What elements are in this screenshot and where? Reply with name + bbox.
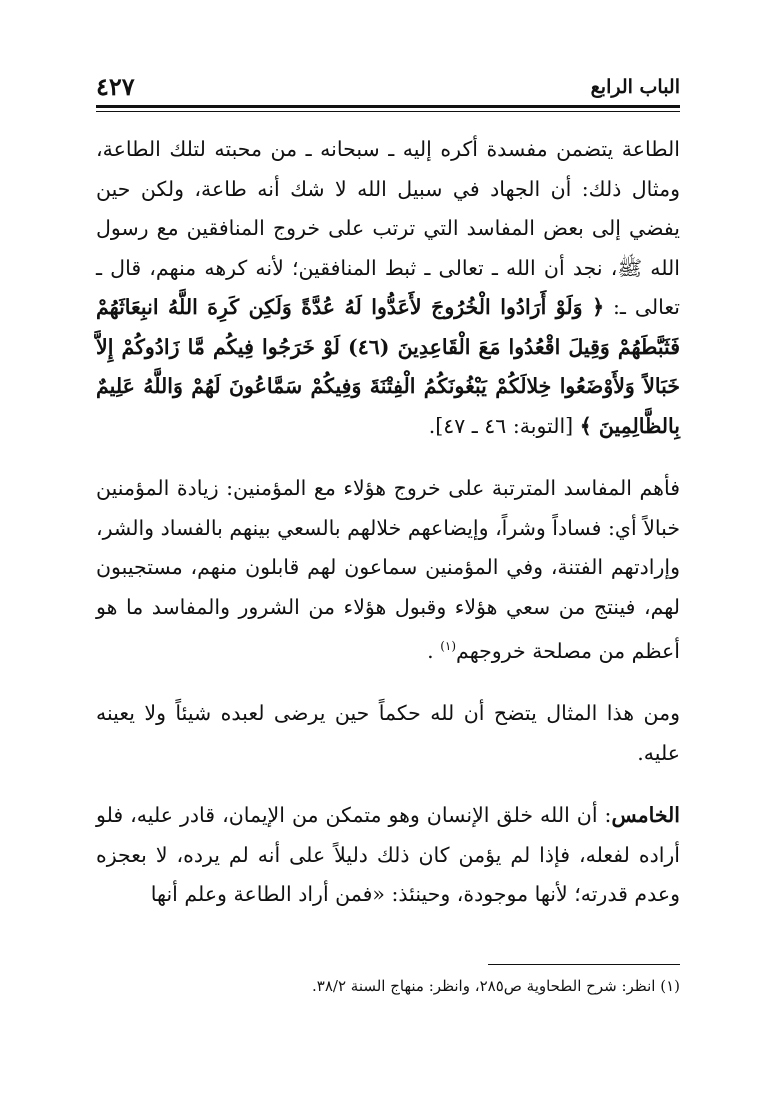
footnote: (١) انظر: شرح الطحاوية ص٢٨٥، وانظر: منهاج السنة ٣٨/٢. [312, 977, 680, 995]
paragraph-2-text: فأهم المفاسد المترتبة على خروج هؤلاء مع المؤمنين: زيادة المؤمنين خبالاً أي: فساداً وشراً، وإيضاعهم خلالهم بالسعي بينهم بالفساد والشر، وإرادتهم الفتنة، وفي المؤمنين سماعون لهم قابلون منهم، مستجيبون لهم، فينتج من سعي هؤلاء وقبول هؤلاء من الشرور والمفاسد ما هو أعظم من مصلحة خروجهم [96, 476, 680, 663]
paragraph-4 [96, 796, 680, 915]
paragraph-1 [96, 130, 680, 446]
page-number: ٤٢٧ [96, 72, 135, 101]
quran-verse: ﴿ وَلَوْ أَرَادُوا الْخُرُوجَ لأَعَدُّوا لَهُ عُدَّةً وَلَكِن كَرِهَ اللَّهُ انبِعَاثَهُمْ فَثَبَّطَهُمْ وَقِيلَ اقْعُدُوا مَعَ الْقَاعِدِينَ (٤٦) لَوْ خَرَجُوا فِيكُم مَّا زَادُوكُمْ إِلاَّ خَبَالاً وَلأَوْضَعُوا خِلالَكُمْ يَبْغُونَكُمُ الْفِتْنَةَ وَفِيكُمْ سَمَّاعُونَ لَهُمْ وَاللَّهُ عَلِيمٌ بِالظَّالِمِينَ ﴾ [96, 295, 680, 438]
footnote-separator [488, 964, 680, 965]
verse-citation: [التوبة: ٤٦ ـ ٤٧]. [428, 413, 580, 438]
chapter-title: الباب الرابع [590, 76, 680, 98]
header-rule-thin [96, 111, 680, 112]
footnote-marker[interactable]: (١) [440, 639, 457, 653]
header-rule-thick [96, 105, 680, 108]
paragraph-2-end: . [427, 638, 441, 663]
section-lead: الخامس [611, 803, 680, 828]
paragraph-4-text: : أن الله خلق الإنسان وهو متمكن من الإيمان، قادر عليه، فلو أراده لفعله، فإذا لم يؤمن كان ذلك دليلاً على أنه لم يرده، لا بعجزه وعدم قدرته؛ لأنها موجودة، وحينئذ: «فمن أراد الطاعة وعلم أنها [96, 803, 680, 907]
paragraph-2 [96, 469, 680, 671]
page-header [96, 70, 680, 110]
main-text [96, 130, 680, 915]
paragraph-1-intro: الطاعة يتضمن مفسدة أكره إليه ـ سبحانه ـ من محبته لتلك الطاعة، ومثال ذلك: أن الجهاد في سبيل الله لا شك أنه طاعة، ولكن حين يفضي إلى بعض المفاسد التي ترتب على خروج المنافقين مع رسول الله ﷺ، نجد أن الله ـ تعالى ـ ثبط المنافقين؛ لأنه كرهه منهم، قال ـ تعالى ـ: [96, 137, 681, 319]
paragraph-3: ومن هذا المثال يتضح أن لله حكماً حين يرضى لعبده شيئاً ولا يعينه عليه. [96, 701, 680, 765]
